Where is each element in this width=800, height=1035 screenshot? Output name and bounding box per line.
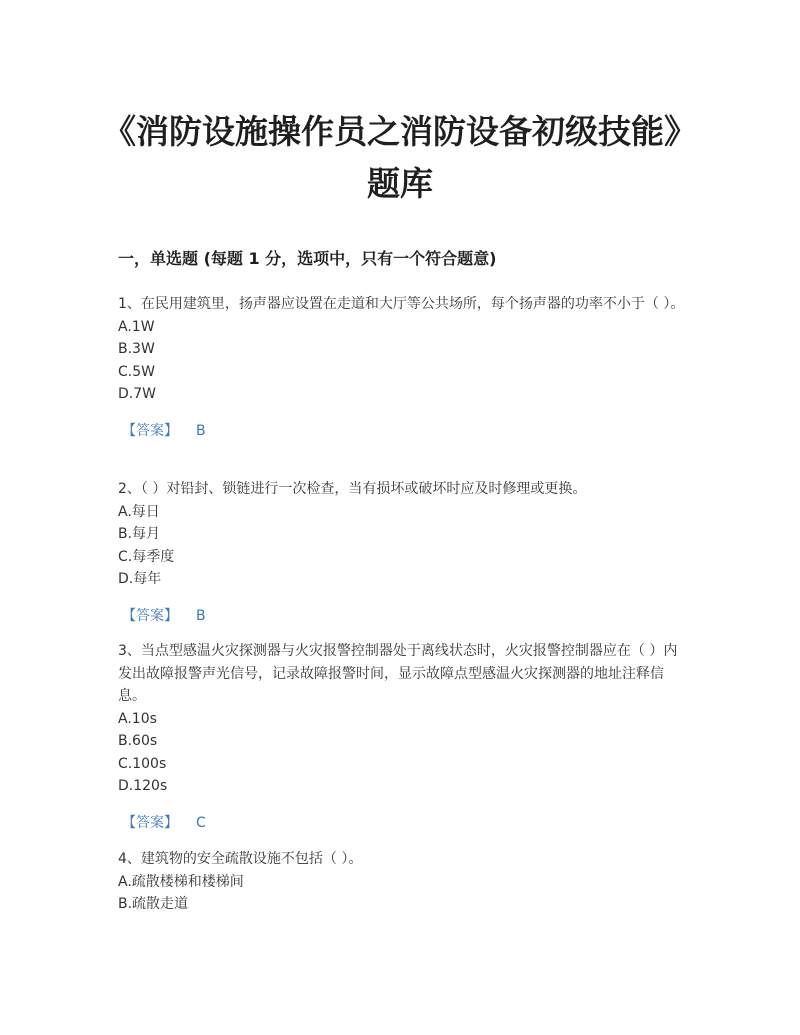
option-a: A.1W	[118, 318, 155, 335]
answer-line	[118, 420, 686, 442]
answer-label: 【答案】	[122, 814, 178, 831]
option-b: B.3W	[118, 341, 155, 357]
option-c: C.每季度	[118, 548, 175, 565]
option-b: B.每月	[118, 526, 161, 542]
question-stem: 3、当点型感温火灾探测器与火灾报警控制器处于离线状态时，火灾报警控制器应在（ ）内发出故障报警声光信号，记录故障报警时间，显示故障点型感温火灾探测器的地址注释信息。	[118, 643, 678, 704]
question-2	[118, 478, 686, 627]
question-4	[118, 848, 686, 916]
option-c: C.100s	[118, 755, 167, 772]
answer-label: 【答案】	[122, 422, 178, 439]
option-a: A.10s	[118, 710, 157, 727]
answer-value: B	[196, 422, 206, 439]
question-3	[118, 640, 686, 834]
option-b: B.60s	[118, 733, 158, 749]
answer-line	[118, 605, 686, 627]
answer-label: 【答案】	[122, 607, 178, 624]
question-stem: 1、在民用建筑里，扬声器应设置在走道和大厅等公共场所，每个扬声器的功率不小于（ ）。	[118, 296, 685, 312]
option-d: D.每年	[118, 571, 162, 587]
document-title: 《消防设施操作员之消防设备初级技能》题库	[103, 112, 697, 203]
question-stem: 2、（ ）对铅封、锁链进行一次检查，当有损坏或破坏时应及时修理或更换。	[118, 481, 587, 497]
answer-value: C	[196, 814, 206, 831]
option-a: A.疏散楼梯和楼梯间	[118, 873, 244, 890]
answer-line	[118, 812, 686, 834]
option-a: A.每日	[118, 503, 160, 520]
option-b: B.疏散走道	[118, 896, 189, 912]
question-1	[118, 293, 686, 442]
section-heading: 一，单选题 (每题 1 分，选项中，只有一个符合题意)	[118, 249, 497, 268]
option-d: D.7W	[118, 386, 156, 402]
option-c: C.5W	[118, 363, 155, 380]
option-d: D.120s	[118, 778, 168, 794]
answer-value: B	[196, 607, 206, 624]
question-stem: 4、建筑物的安全疏散设施不包括（ ）。	[118, 851, 363, 867]
